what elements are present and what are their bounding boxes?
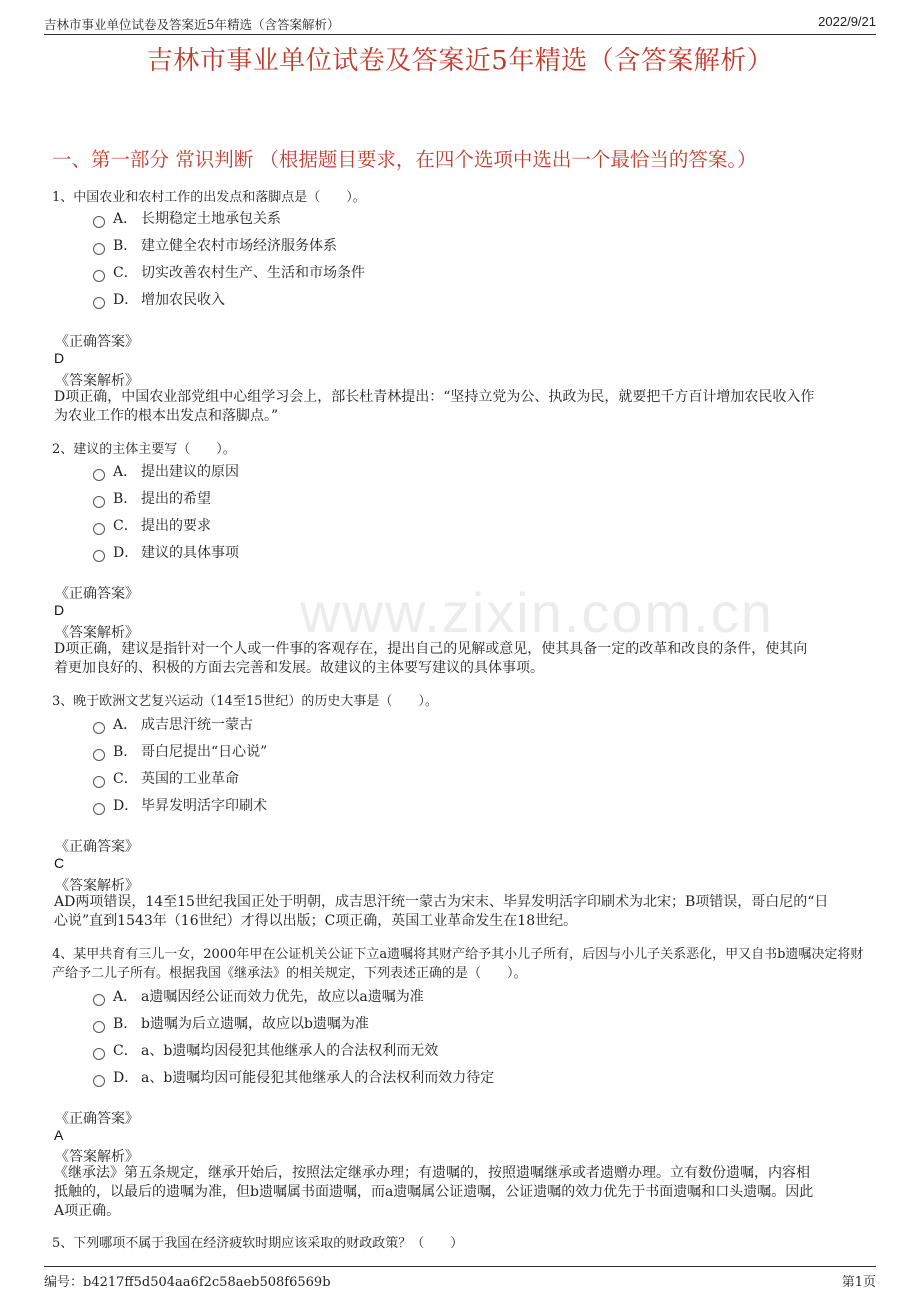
option-1d[interactable]: D． 增加农民收入 — [93, 289, 225, 309]
radio-icon[interactable] — [93, 297, 105, 309]
question-2-stem: 2、建议的主体主要写（ ）。 — [52, 442, 236, 457]
answer-label: 《正确答案》 — [55, 586, 139, 602]
watermark: www.zixin.com.cn — [300, 581, 774, 644]
option-1c[interactable]: C． 切实改善农村生产、生活和市场条件 — [93, 262, 365, 282]
option-3c[interactable]: C． 英国的工业革命 — [93, 768, 239, 788]
option-4b[interactable]: B． b遗嘱为后立遗嘱，故应以b遗嘱为准 — [93, 1013, 369, 1033]
question-1-stem: 1、中国农业和农村工作的出发点和落脚点是（ ）。 — [52, 190, 366, 205]
question-3-stem: 3、晚于欧洲文艺复兴运动（14至15世纪）的历史大事是（ ）。 — [52, 694, 438, 709]
section-heading: 一、第一部分 常识判断 （根据题目要求，在四个选项中选出一个最恰当的答案。） — [52, 148, 757, 171]
question-3-explanation: AD两项错误，14至15世纪我国正处于明朝，成吉思汗统一蒙古为宋末、毕昇发明活字印刷术为北宋；B项错误，哥白尼的“日 心说”直到1543年（16世纪）才得以出版；C项正确，英国工业革命发生在18世纪。 — [54, 894, 829, 929]
radio-icon[interactable] — [93, 722, 105, 734]
radio-icon[interactable] — [93, 749, 105, 761]
question-1-explanation: D项正确，中国农业部党组中心组学习会上，部长杜青林提出：“坚持立党为公、执政为民，就要把千方百计增加农民收入作 为农业工作的根本出发点和落脚点。” — [54, 389, 815, 424]
question-4-answer: A — [54, 1127, 64, 1143]
answer-label: 《正确答案》 — [55, 1111, 139, 1127]
option-2c[interactable]: C． 提出的要求 — [93, 515, 211, 535]
explanation-label: 《答案解析》 — [55, 373, 139, 389]
header-date: 2022/9/21 — [818, 14, 876, 29]
option-4c[interactable]: C． a、b遗嘱均因侵犯其他继承人的合法权利而无效 — [93, 1040, 438, 1060]
radio-icon[interactable] — [93, 1075, 105, 1087]
radio-icon[interactable] — [93, 1048, 105, 1060]
option-3a[interactable]: A． 成吉思汗统一蒙古 — [93, 714, 253, 734]
option-3b[interactable]: B． 哥白尼提出“日心说” — [93, 741, 267, 761]
header-doc-title: 吉林市事业单位试卷及答案近5年精选（含答案解析） — [44, 17, 340, 32]
radio-icon[interactable] — [93, 469, 105, 481]
explanation-label: 《答案解析》 — [55, 878, 139, 894]
radio-icon[interactable] — [93, 550, 105, 562]
question-5-stem: 5、下列哪项不属于我国在经济疲软时期应该采取的财政政策？（ ） — [52, 1236, 464, 1251]
radio-icon[interactable] — [93, 803, 105, 815]
document-title: 吉林市事业单位试卷及答案近5年精选（含答案解析） — [146, 46, 774, 76]
footer-doc-id: 编号：b4217ff5d504aa6f2c58aeb508f6569b — [44, 1275, 331, 1290]
question-4-stem: 4、某甲共育有三儿一女，2000年甲在公证机关公证下立a遗嘱将其财产给予其小儿子所有，后因与小儿子关系恶化，甲又自书b遗嘱决定将财 产给予二儿子所有。根据我国《继承法》的相关规定，下列表述正确的是（ ）。 — [52, 947, 864, 981]
option-2b[interactable]: B． 提出的希望 — [93, 488, 211, 508]
page-header — [44, 14, 876, 35]
answer-label: 《正确答案》 — [55, 839, 139, 855]
page-footer — [44, 1266, 876, 1291]
radio-icon[interactable] — [93, 496, 105, 508]
question-1-answer: D — [54, 350, 65, 366]
option-2d[interactable]: D． 建议的具体事项 — [93, 542, 239, 562]
option-4a[interactable]: A． a遗嘱因经公证而效力优先，故应以a遗嘱为准 — [93, 986, 424, 1006]
radio-icon[interactable] — [93, 1021, 105, 1033]
radio-icon[interactable] — [93, 243, 105, 255]
option-3d[interactable]: D． 毕昇发明活字印刷术 — [93, 795, 267, 815]
radio-icon[interactable] — [93, 216, 105, 228]
radio-icon[interactable] — [93, 270, 105, 282]
option-1b[interactable]: B． 建立健全农村市场经济服务体系 — [93, 235, 337, 255]
answer-label: 《正确答案》 — [55, 334, 139, 350]
option-1a[interactable]: A． 长期稳定土地承包关系 — [93, 208, 281, 228]
option-4d[interactable]: D． a、b遗嘱均因可能侵犯其他继承人的合法权利而效力待定 — [93, 1067, 494, 1087]
radio-icon[interactable] — [93, 994, 105, 1006]
question-2-explanation: D项正确，建议是指针对一个人或一件事的客观存在，提出自己的见解或意见，使其具备一定的改革和改良的条件，使其向 着更加良好的、积极的方面去完善和发展。故建议的主体要写建议的具体事项。 — [54, 641, 808, 676]
question-3-answer: C — [54, 855, 65, 871]
option-2a[interactable]: A． 提出建议的原因 — [93, 461, 239, 481]
explanation-label: 《答案解析》 — [55, 1149, 139, 1165]
question-2-answer: D — [54, 602, 65, 618]
footer-page-number: 第1页 — [841, 1275, 876, 1290]
question-4-explanation: 《继承法》第五条规定，继承开始后，按照法定继承办理；有遗嘱的，按照遗嘱继承或者遗赠办理。立有数份遗嘱，内容相 抵触的，以最后的遗嘱为准，但b遗嘱属书面遗嘱，而a遗嘱属公证遗嘱，公证遗嘱的效力优先于书面遗嘱和口头遗嘱。因此 A项正确。 — [54, 1165, 814, 1219]
radio-icon[interactable] — [93, 776, 105, 788]
radio-icon[interactable] — [93, 523, 105, 535]
explanation-label: 《答案解析》 — [55, 625, 139, 641]
